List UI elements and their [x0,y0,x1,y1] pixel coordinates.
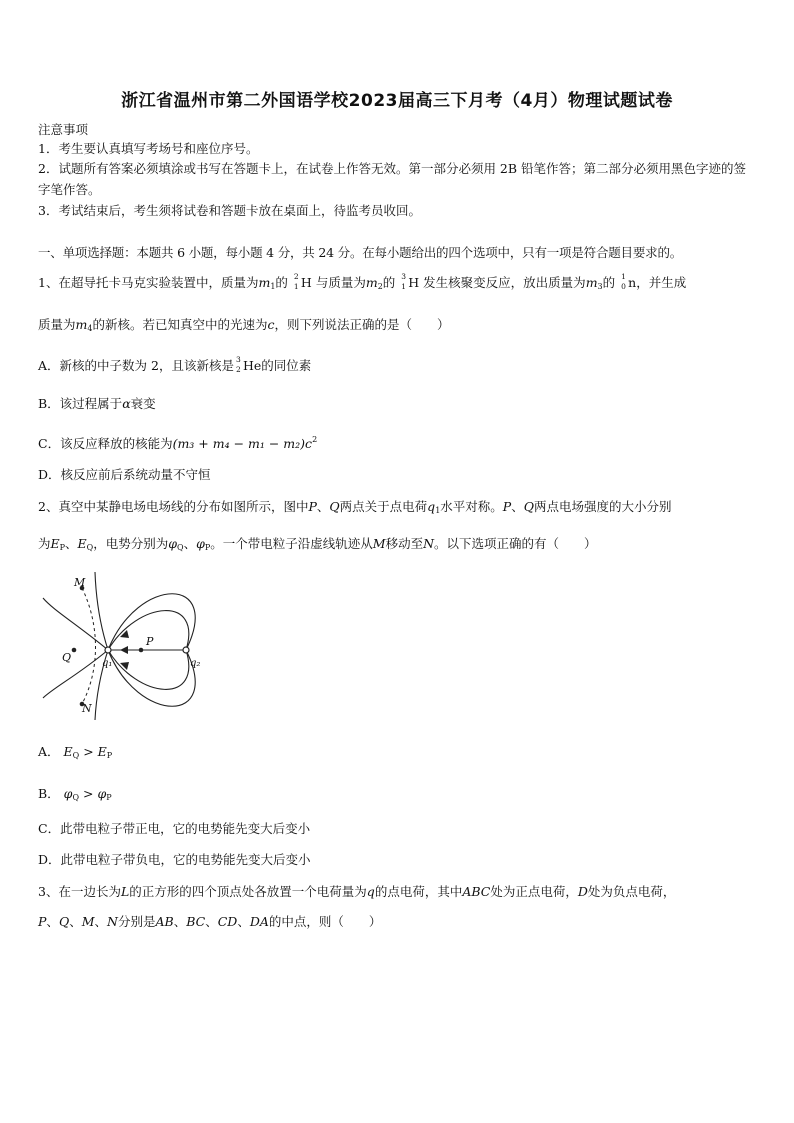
field-line [108,650,189,689]
q1-option-b: B．该过程属于α衰变 [38,396,156,411]
electric-field-figure [38,570,228,720]
q2-option-d: D．此带电粒子带负电，它的电势能先变大后变小 [38,852,311,867]
arrow-head [120,630,129,638]
field-line [108,650,195,706]
arrow-head [120,662,129,670]
arrow-head [120,646,128,654]
notice-heading: 注意事项 [38,122,89,137]
q3-stem-line2: P、Q、M、N分别是AB、BC、CD、DA的中点，则（ ） [38,914,382,929]
notice-item-1: 1．考生要认真填写考场号和座位序号。 [38,141,259,156]
q1-option-c: C．该反应释放的核能为$(m_3 + m_4 - m_1 - m_2)c^2$ [38,435,318,451]
q1-stem-line1: 1、在超导托卡马克实验装置中，质量为$m_1$的 2 1 H 与质量为$m_2$的 3 1 H 发生核聚变反应，放出质量为$m_3$的 1 0 n，并生成 [38,272,687,291]
point-Q [72,648,77,653]
label-q1: q₁ [102,658,113,669]
q3-stem-line1: 3、在一边长为L的正方形的四个顶点处各放置一个电荷量为q的点电荷，其中ABC处为正点电荷，D处为负点电荷， [38,884,676,899]
q2-stem-line2: 为$E_P$、$E_Q$，电势分别为$\varphi_Q$、$\varphi_P$。一个带电粒子沿虚线轨迹从M移动至N。以下选项正确的有（ ） [38,536,597,552]
field-line [95,572,108,650]
label-N: N [82,702,92,715]
trajectory-dashed [82,588,96,704]
label-P: P [146,635,154,648]
q2-stem-line1: 2、真空中某静电场电场线的分布如图所示，图中P、Q两点关于点电荷$q_1$水平对称。P、Q两点电场强度的大小分别 [38,499,672,515]
notice-item-2: 2．试题所有答案必须填涂或书写在答题卡上，在试卷上作答无效。第一部分必须用 2B 铅笔作答；第二部分必须用黑色字迹的签字笔作答。 [38,161,747,197]
point-P [139,648,144,653]
label-Q: Q [62,651,72,664]
q1-option-d: D．核反应前后系统动量不守恒 [38,467,211,482]
section-heading: 一、单项选择题：本题共 6 小题，每小题 4 分，共 24 分。在每小题给出的四个选项中，只有一项是符合题目要求的。 [38,245,683,260]
charge-q2 [183,647,189,653]
q1-option-a: A．新核的中子数为 2，且该新核是 3 2 He的同位素 [38,355,312,374]
charge-q1 [105,647,111,653]
q2-option-b: B． $\varphi_Q > \varphi_P$ [38,786,112,802]
page-title: 浙江省温州市第二外国语学校2023届高三下月考（4月）物理试题试卷 [121,91,673,111]
notice-item-3: 3．考试结束后，考生须将试卷和答题卡放在桌面上，待监考员收回。 [38,203,421,218]
label-M: M [74,576,86,589]
label-q2: q₂ [190,658,201,669]
q1-stem-line2: 质量为$m_4$的新核。若已知真空中的光速为c，则下列说法正确的是（ ） [38,317,450,333]
q2-option-a: A． $E_Q > E_P$ [38,744,113,760]
q2-option-c: C．此带电粒子带正电，它的电势能先变大后变小 [38,821,311,836]
